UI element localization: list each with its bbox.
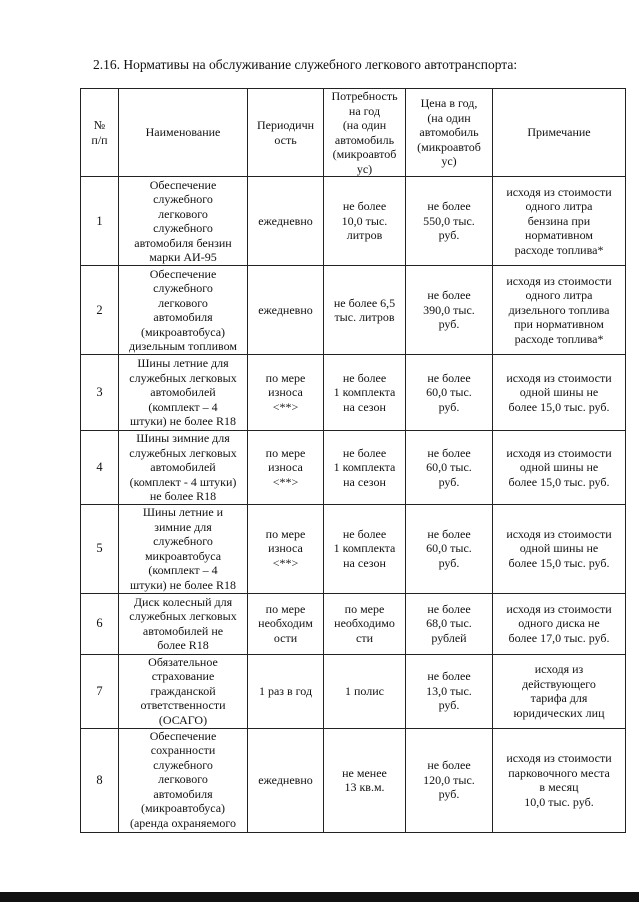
row-num: 3 [81, 355, 119, 431]
row-period: ежедневно [248, 728, 324, 832]
row-price: не более 550,0 тыс. руб. [406, 177, 493, 266]
row-note: исходя из стоимости одного литра дизельного топлива при нормативном расходе топлива* [493, 266, 626, 355]
row-period: по мере износа <**> [248, 504, 324, 593]
table-row [81, 177, 626, 266]
row-note: исходя из стоимости одного литра бензина при нормативном расходе топлива* [493, 177, 626, 266]
header-need: Потребность на год (на один автомобиль (микроавтоб ус) [324, 89, 406, 177]
row-need: не более 1 комплекта на сезон [324, 355, 406, 431]
row-price: не более 60,0 тыс. руб. [406, 504, 493, 593]
table-row [81, 728, 626, 832]
row-price: не более 68,0 тыс. рублей [406, 593, 493, 654]
row-need: не менее 13 кв.м. [324, 728, 406, 832]
row-need: не более 1 комплекта на сезон [324, 431, 406, 505]
norms-table [80, 88, 626, 833]
table-header-row [81, 89, 626, 177]
row-need: по мере необходимо сти [324, 593, 406, 654]
row-price: не более 13,0 тыс. руб. [406, 654, 493, 728]
table-row [81, 355, 626, 431]
row-price: не более 60,0 тыс. руб. [406, 431, 493, 505]
row-name: Обязательное страхование гражданской ответственности (ОСАГО) [119, 654, 248, 728]
table-row [81, 504, 626, 593]
row-note: исходя из действующего тарифа для юридических лиц [493, 654, 626, 728]
row-price: не более 120,0 тыс. руб. [406, 728, 493, 832]
row-note: исходя из стоимости одной шины не более 15,0 тыс. руб. [493, 504, 626, 593]
row-note: исходя из стоимости одного диска не более 17,0 тыс. руб. [493, 593, 626, 654]
row-name: Шины летние для служебных легковых автомобилей (комплект – 4 штуки) не более R18 [119, 355, 248, 431]
row-need: не более 1 комплекта на сезон [324, 504, 406, 593]
row-price: не более 390,0 тыс. руб. [406, 266, 493, 355]
row-period: ежедневно [248, 266, 324, 355]
header-num: № п/п [81, 89, 119, 177]
row-period: по мере износа <**> [248, 431, 324, 505]
row-num: 5 [81, 504, 119, 593]
row-num: 1 [81, 177, 119, 266]
row-need: не более 6,5 тыс. литров [324, 266, 406, 355]
row-name: Обеспечение служебного легкового автомобиля (микроавтобуса) дизельным топливом [119, 266, 248, 355]
row-name: Обеспечение служебного легкового служебного автомобиля бензин марки АИ-95 [119, 177, 248, 266]
row-num: 2 [81, 266, 119, 355]
row-name: Диск колесный для служебных легковых автомобилей не более R18 [119, 593, 248, 654]
row-need: 1 полис [324, 654, 406, 728]
table-row [81, 654, 626, 728]
row-period: ежедневно [248, 177, 324, 266]
row-period: 1 раз в год [248, 654, 324, 728]
header-price: Цена в год, (на один автомобиль (микроавтоб ус) [406, 89, 493, 177]
row-name: Обеспечение сохранности служебного легкового автомобиля (микроавтобуса) (аренда охраняемого [119, 728, 248, 832]
header-note: Примечание [493, 89, 626, 177]
header-period: Периодичн ость [248, 89, 324, 177]
section-heading: 2.16. Нормативы на обслуживание служебного легкового автотранспорта: [93, 57, 518, 72]
row-num: 7 [81, 654, 119, 728]
table-row [81, 431, 626, 505]
row-price: не более 60,0 тыс. руб. [406, 355, 493, 431]
row-period: по мере износа <**> [248, 355, 324, 431]
table-row [81, 266, 626, 355]
row-period: по мере необходим ости [248, 593, 324, 654]
row-name: Шины зимние для служебных легковых автомобилей (комплект - 4 штуки) не более R18 [119, 431, 248, 505]
row-name: Шины летние и зимние для служебного микроавтобуса (комплект – 4 штуки) не более R18 [119, 504, 248, 593]
row-note: исходя из стоимости одной шины не более 15,0 тыс. руб. [493, 355, 626, 431]
row-note: исходя из стоимости парковочного места в месяц 10,0 тыс. руб. [493, 728, 626, 832]
row-num: 8 [81, 728, 119, 832]
page-bottom-edge [0, 892, 639, 902]
row-num: 6 [81, 593, 119, 654]
row-note: исходя из стоимости одной шины не более 15,0 тыс. руб. [493, 431, 626, 505]
table-row [81, 593, 626, 654]
row-num: 4 [81, 431, 119, 505]
header-name: Наименование [119, 89, 248, 177]
row-need: не более 10,0 тыс. литров [324, 177, 406, 266]
